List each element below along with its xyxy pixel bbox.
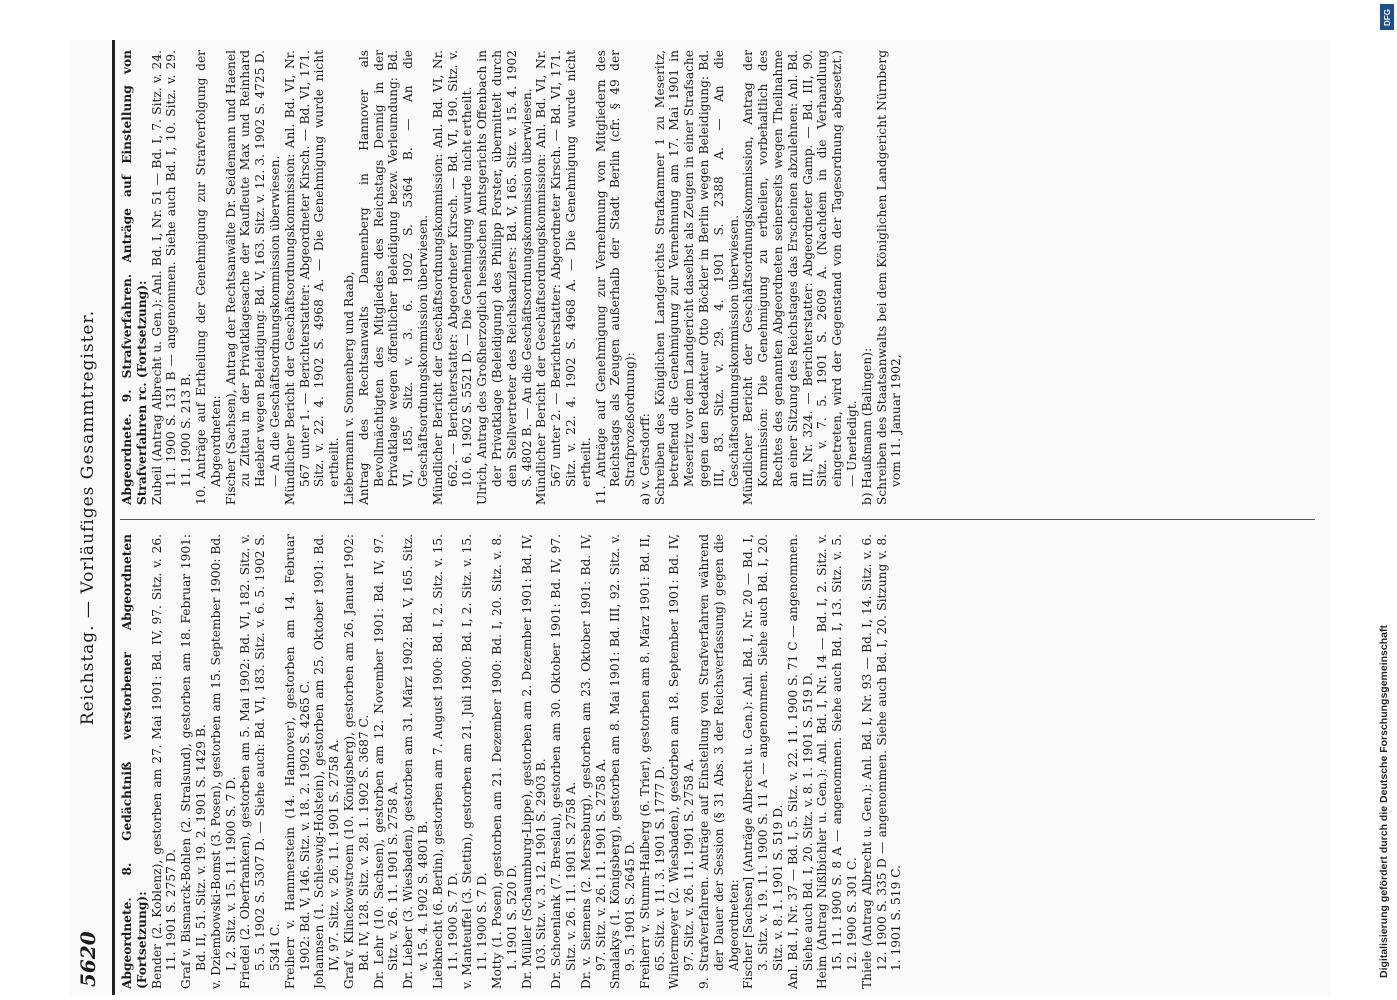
entry-paragraph: 11. Anträge auf Genehmigung zur Vernehmung von Mitgliedern des Reichstags als Zeugen außerhalb der Stadt Berlin (cfr. § 49 der Strafprozeßordnung): xyxy=(593,50,638,505)
entry-paragraph: 9. Strafverfahren. Anträge auf Einstellung von Strafverfahren während der Dauer der Session (§ 31 Abs. 3 der Reichsverfassung) gegen die Abgeordneten: xyxy=(697,534,741,989)
entry-paragraph: Antrag des Rechtsanwalts Dannenberg in Hannover als Bevollmächtigten des Mitgliedes des Reichstags Dennig in der Privatklage wegen öffentlicher Beleidigung bezw. Verleumdung: Bd. VI, 185. Sitz. v. 3. 6. 1902 S. 5364 B. — An die Geschäftsordnungskommission überwiesen. xyxy=(356,50,430,505)
entry-paragraph: Motty (1. Posen), gestorben am 21. Dezember 1900: Bd. I, 20. Sitz. v. 8. 1. 1901 S. 520 D. xyxy=(489,534,519,989)
entry-paragraph: Anl. Bd. I, Nr. 37 — Bd. I, 5. Sitz. v. 22. 11. 1900 S. 71 C — angenommen. Siehe auch Bd. I, 20. Sitz. v. 8. 1. 1901 S. 519 D. xyxy=(785,534,815,989)
entry-paragraph: Abgeordnete. 9. Strafverfahren. Anträge auf Einstellung von Strafverfahren rc. (Fortsetzung): xyxy=(120,50,149,505)
entry-paragraph: Mündlicher Bericht der Geschäftsordnungskommission: Anl. Bd. VI, Nr. 567 unter 2. — Berichterstatter: Abgeordneter Kirsch. — Bd. VI, 171. Sitz. v. 22. 4. 1902 S. 4968 A. — Die Genehmigung wurde nicht ertheilt. xyxy=(534,50,593,505)
entry-paragraph: Abgeordnete. 8. Gedächtniß verstorbener Abgeordneten (Fortsetzung): xyxy=(120,534,149,989)
entry-paragraph: a) v. Gersdorff: xyxy=(637,413,652,505)
entry-paragraph: Smalakys (1. Königsberg), gestorben am 8. Mai 1901: Bd. III, 92. Sitz. v. 9. 5. 1901 S. 2645 D. xyxy=(608,534,638,989)
page-header xyxy=(70,40,115,995)
right-column xyxy=(120,50,1315,505)
entry-paragraph: 10. Anträge auf Ertheilung der Genehmigung zur Strafverfolgung der Abgeordneten: xyxy=(193,50,223,505)
entry-paragraph: Wintermeyer (2. Wiesbaden), gestorben am 18. September 1901: Bd. IV, 97. Sitz. v. 26. 11. 1901 S. 2758 A. xyxy=(667,534,697,989)
rotated-page xyxy=(70,40,1330,995)
entry-paragraph: v. Dziembowski-Bomst (3. Posen), gestorben am 15. September 1900: Bd. I, 2. Sitz. v. 15. 11. 1900 S. 7 D. xyxy=(208,534,238,989)
digitization-credit xyxy=(1378,8,1394,998)
entry-paragraph: Dr. Lehr (10. Sachsen), gestorben am 12. November 1901: Bd. IV, 97. Sitz. v. 26. 11. 1901 S. 2758 A. xyxy=(371,534,401,989)
entry-paragraph: Graf v. Klinckowstroem (10. Königsberg), gestorben am 26. Januar 1902: Bd. IV, 128. Sitz. v. 28. 1. 1902 S. 3687 C. xyxy=(341,534,371,989)
entry-paragraph: Friedel (2. Oberfranken), gestorben am 5. Mai 1902: Bd. VI, 182. Sitz. v. 5. 5. 1902 S. 5307 D. — Siehe auch: Bd. VI, 183. Sitz. v. 6. 5. 1902 S. 5341 C. xyxy=(238,534,282,989)
entry-paragraph: Freiherr v. Stumm-Halberg (6. Trier), gestorben am 8. März 1901: Bd. II, 65. Sitz. v. 11. 3. 1901 S. 1777 D. xyxy=(637,534,667,989)
entry-paragraph: Thiele (Antrag Albrecht u. Gen.): Anl. Bd. I, Nr. 93 — Bd. I, 14. Sitz. v. 6. 12. 1900 S. 335 D — angenommen. Siehe auch Bd. I, 20. Sitzung v. 8. 1. 1901 S. 519 C. xyxy=(859,534,904,989)
entry-paragraph: Schreiben des Königlichen Landgerichts Strafkammer 1 zu Meseritz, betreffend die Genehmigung zur Vernehmung am 17. Mai 1901 in Meseritz vor dem Landgericht daselbst als Zeugen in einer Strafsache gegen den Redakteur Otto Böckler in Berlin wegen Beleidigung: Bd. III, 83. Sitz. v. 29. 4. 1901 S. 2388 A. — An die Geschäftsordnungskommission überwiesen. xyxy=(652,50,741,505)
entry-paragraph: Schreiben des Staatsanwalts bei dem Königlichen Landgericht Nürnberg vom 11. Januar 1902, xyxy=(874,50,904,505)
entry-paragraph: Graf v. Bismarck-Bohlen (2. Stralsund), gestorben am 18. Februar 1901: Bd. II, 51. Sitz. v. 19. 2. 1901 S. 1429 B. xyxy=(179,534,208,989)
dfg-logo: DFG xyxy=(1380,4,1394,30)
entry-paragraph: Freiherr v. Hammerstein (14. Hannover), gestorben am 14. Februar 1902: Bd. V, 146. Sitz. v. 18. 2. 1902 S. 4265 C. xyxy=(282,534,312,989)
entry-paragraph: Zubeil (Antrag Albrecht u. Gen.): Anl. Bd. I, Nr. 51 — Bd. I, 7. Sitz. v. 24. 11. 1900 S. 131 B — angenommen. Siehe auch Bd. I, 10. Sitz. v. 29. 11. 1900 S. 213 B. xyxy=(149,50,194,505)
entry-paragraph: Ulrich, Antrag des Großherzoglich hessischen Amtsgerichts Offenbach in der Privatklage (Beleidigung) des Philipp Forster, übermittelt durch den Stellvertreter des Reichskanzlers: Bd. V, 165. Sitz. v. 15. 4. 1902 S. 4802 B. — An die Geschäftsordnungskommission überwiesen. xyxy=(475,50,534,505)
entry-paragraph: Dr. v. Siemens (2. Merseburg), gestorben am 23. Oktober 1901: Bd. IV, 97. Sitz. v. 26. 11. 1901 S. 2758 A. xyxy=(578,534,608,989)
entry-paragraph: Dr. Lieber (3. Wiesbaden), gestorben am 31. März 1902: Bd. V, 165. Sitz. v. 15. 4. 1902 S. 4801 B. xyxy=(401,534,430,989)
page-number: 5620 xyxy=(76,931,100,987)
entry-paragraph: Fischer (Sachsen), Antrag der Rechtsanwälte Dr. Seidemann und Haenel zu Zittau in der Privatklagesache der Kaufleute Max und Reinhard Haebler wegen Beleidigung: Bd. V, 163. Sitz. v. 12. 3. 1902 S. 4725 D. — An die Geschäftsordnungskommission überwiesen. xyxy=(223,50,282,505)
entry-paragraph: Johannsen (1. Schleswig-Holstein), gestorben am 25. Oktober 1901: Bd. IV, 97. Sitz. v. 26. 11. 1901 S. 2758 A. xyxy=(312,534,342,989)
entry-paragraph: Dr. Schoenlank (7. Breslau), gestorben am 30. Oktober 1901: Bd. IV, 97. Sitz. v. 26. 11. 1901 S. 2758 A. xyxy=(549,534,578,989)
left-column xyxy=(120,534,1315,989)
entry-paragraph: Mündlicher Bericht der Geschäftsordnungskommission, Antrag der Kommission: Die Genehmigung zu ertheilen, vorbehaltlich des Rechtes des genannten Abgeordneten seinerseits wegen Theilnahme an einer Sitzung des Reichstages das Erscheinen abzulehnen: Anl. Bd. III, Nr. 324. — Berichterstatter: Abgeordneter Gamp. — Bd. III, 90. Sitz. v. 7. 5. 1901 S. 2609 A. (Nachdem in die Verhandlung eingetreten, wird der Gegenstand von der Tagesordnung abgesetzt.) — Unerledigt. xyxy=(741,50,860,505)
entry-paragraph: Bender (2. Koblenz), gestorben am 27. Mai 1901: Bd. IV, 97. Sitz. v. 26. 11. 1901 S. 2757 D. xyxy=(149,534,179,989)
entry-paragraph: Liebermann v. Sonnenberg und Raab, xyxy=(341,271,356,505)
running-title: Reichstag. — Vorläufiges Gesammtregister. xyxy=(78,309,98,726)
entry-paragraph: b) Haußmann (Balingen): xyxy=(859,347,874,505)
entry-paragraph: Mündlicher Bericht der Geschäftsordnungskommission: Anl. Bd. VI, Nr. 567 unter 1. — Berichterstatter: Abgeordneter Kirsch. — Bd. VI, 171. Sitz. v. 22. 4. 1902 S. 4968 A. — Die Genehmigung wurde nicht ertheilt. xyxy=(282,50,342,505)
entry-paragraph: Mündlicher Bericht der Geschäftsordnungskommission: Anl. Bd. VI, Nr. 662. — Berichterstatter: Abgeordneter Kirsch. — Bd. VI, 190. Sitz. v. 10. 6. 1902 S. 5521 D. — Die Genehmigung wurde nicht ertheilt. xyxy=(430,50,475,505)
digitization-credit-text: Digitalisierung gefördert durch die Deutsche Forschungsgemeinschaft xyxy=(1378,625,1390,978)
entry-paragraph: Heim (Antrag Nißlbichler u. Gen.): Anl. Bd. I, Nr. 14 — Bd. I, 2. Sitz. v. 15. 11. 1900 S. 8 A — angenommen. Siehe auch Bd. I, 13. Sitz. v. 5. 12. 1900 S. 301 C. xyxy=(815,534,860,989)
column-divider xyxy=(120,519,1315,520)
entry-paragraph: v. Manteuffel (3. Stettin), gestorben am 21. Juli 1900: Bd. I, 2. Sitz. v. 15. 11. 1900 S. 7 D. xyxy=(460,534,490,989)
entry-paragraph: Fischer [Sachsen] (Anträge Albrecht u. Gen.): Anl. Bd. I, Nr. 20 — Bd. I, 3. Sitz. v. 19. 11. 1900 S. 11 A — angenommen. Siehe auch Bd. I, 20. Sitz. v. 8. 1. 1901 S. 519 D. xyxy=(741,534,786,989)
entry-paragraph: Dr. Müller (Schaumburg-Lippe), gestorben am 2. Dezember 1901: Bd. IV, 103. Sitz. v. 3. 12. 1901 S. 2903 B. xyxy=(519,534,549,989)
entry-paragraph: Liebknecht (6. Berlin), gestorben am 7. August 1900: Bd. I, 2. Sitz. v. 15. 11. 1900 S. 7 D. xyxy=(430,534,460,989)
